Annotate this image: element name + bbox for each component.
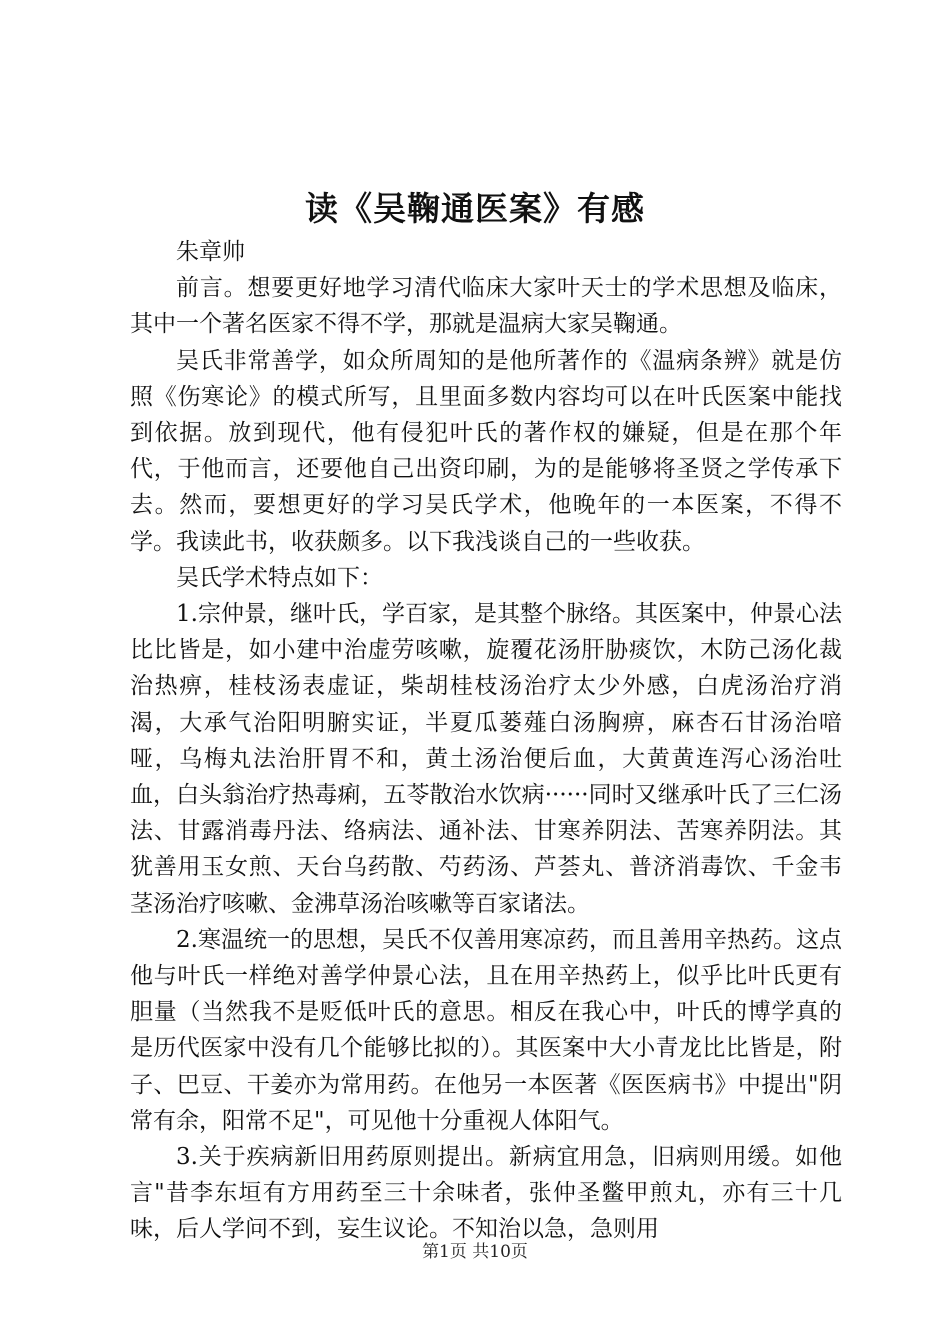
page-footer	[0, 1240, 950, 1264]
document-body	[130, 234, 842, 1248]
paragraph-point-3: 3.关于疾病新旧用药原则提出。新病宜用急，旧病则用缓。如他言"昔李东垣有方用药至三十余味者，张仲圣鳖甲煎丸，亦有三十几味，后人学问不到，妄生议论。不知治以急，急则用	[130, 1144, 842, 1243]
paragraph-background: 吴氏非常善学，如众所周知的是他所著作的《温病条辨》就是仿照《伤寒论》的模式所写，且里面多数内容均可以在叶氏医案中能找到依据。放到现代，他有侵犯叶氏的著作权的嫌疑，但是在那个年代，于他而言，还要他自己出资印刷，为的是能够将圣贤之学传承下去。然而，要想更好的学习吴氏学术，他晚年的一本医案，不得不学。我读此书，收获颇多。以下我浅谈自己的一些收获。	[130, 347, 842, 555]
document-title: 读《吴鞠通医案》有感	[305, 189, 645, 228]
page-total: 共10页	[472, 1242, 528, 1262]
paragraph-point-1: 1.宗仲景，继叶氏，学百家，是其整个脉络。其医案中，仲景心法比比皆是，如小建中治虚劳咳嗽，旋覆花汤肝胁痰饮，木防己汤化裁治热痹，桂枝汤表虚证，柴胡桂枝汤治疗太少外感，白虎汤治疗消渴，大承气治阳明腑实证，半夏瓜蒌薤白汤胸痹，麻杏石甘汤治喑哑，乌梅丸法治肝胃不和，黄土汤治便后血，大黄黄连泻心汤治吐血，白头翁治疗热毒痢，五苓散治水饮病······同时又继承叶氏了三仁汤法、甘露消毒丹法、络病法、通补法、甘寒养阴法、苦寒养阴法。其犹善用玉女煎、天台乌药散、芍药汤、芦荟丸、普济消毒饮、千金韦茎汤治疗咳嗽、金沸草汤治咳嗽等百家诸法。	[130, 601, 842, 917]
page-number: 第1页	[422, 1242, 467, 1262]
author-line: 朱章帅	[176, 239, 245, 265]
paragraph-preface: 前言。想要更好地学习清代临床大家叶天士的学术思想及临床，其中一个著名医家不得不学，那就是温病大家吴鞠通。	[130, 275, 842, 338]
paragraph-point-2: 2.寒温统一的思想，吴氏不仅善用寒凉药，而且善用辛热药。这点他与叶氏一样绝对善学仲景心法，且在用辛热药上，似乎比叶氏更有胆量（当然我不是贬低叶氏的意思。相反在我心中，叶氏的博学真的是历代医家中没有几个能够比拟的）。其医案中大小青龙比比皆是，附子、巴豆、干姜亦为常用药。在他另一本医著《医医病书》中提出"阴常有余，阳常不足"，可见他十分重视人体阳气。	[130, 926, 842, 1134]
paragraph-features-heading: 吴氏学术特点如下：	[176, 564, 383, 591]
